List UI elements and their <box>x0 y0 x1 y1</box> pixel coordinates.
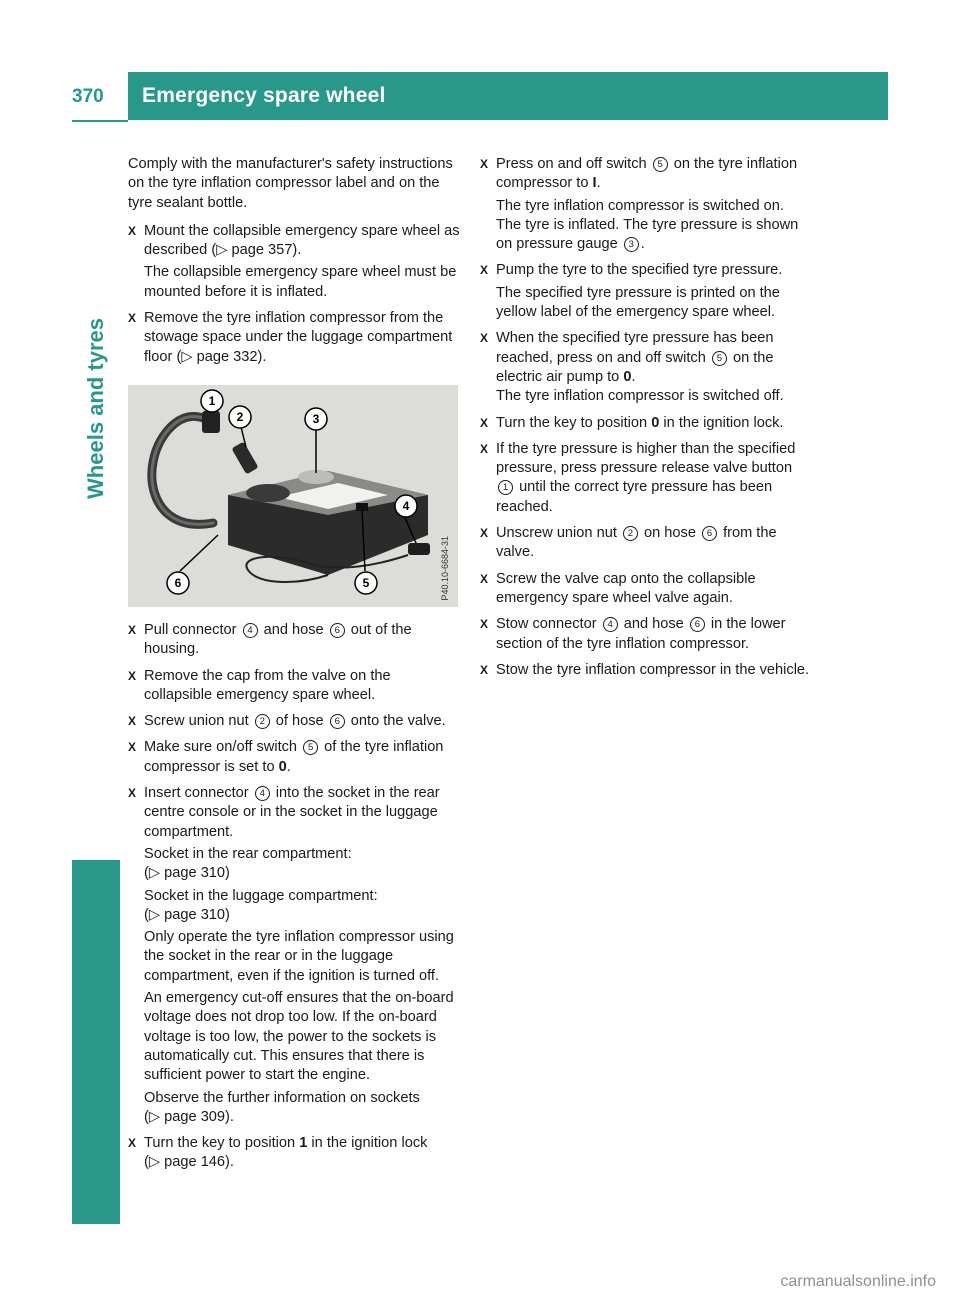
instruction-step: X Insert connector 4 into the socket in the rear centre console or in the socket in the luggage compartment. Socket in the rear compartment: (▷ page 310) Socket in the luggage compartment: (▷ page 310) Only operate the tyre inflation compressor using the socket in the rear or in the luggage compartment, even if the ignition is turned off. An emergency cut-off ensures that the on-board voltage does not drop too low. If the on-board voltage is too low, the power to the sockets is automatically cut. This ensures that there is sufficient power to start the engine. Observe the further information on sockets (▷ page 309). <box>128 784 460 1127</box>
step-arrow-icon: X <box>128 668 137 683</box>
callout-marker: 6 <box>690 617 705 632</box>
step-arrow-icon: X <box>128 714 137 729</box>
instruction-step: X Make sure on/off switch 5 of the tyre inflation compressor is set to 0. <box>128 739 444 775</box>
callout-marker: 6 <box>330 714 345 729</box>
tyre-compressor-illustration <box>128 385 458 607</box>
step-arrow-icon: X <box>480 662 489 677</box>
step-note: The tyre inflation compressor is switched on. The tyre is inflated. The tyre pressure is shown on pressure gauge 3 . <box>496 197 799 253</box>
instruction-step: X Pull connector 4 and hose 6 out of the housing. <box>128 621 412 658</box>
figure-callout-5: 5 <box>362 575 370 590</box>
instruction-step: X Mount the collapsible emergency spare wheel as described (▷ page 357). The collapsible emergency spare wheel must be mounted before it is inflated. <box>128 222 460 302</box>
header-rule <box>72 120 128 122</box>
instruction-step: X Pump the tyre to the specified tyre pressure. The specified tyre pressure is printed on the yellow label of the emergency spare wheel. <box>480 261 812 322</box>
compressor-figure <box>128 385 458 607</box>
page-reference-link[interactable]: page 309 <box>164 1108 226 1125</box>
page-reference-link[interactable]: page 310 <box>164 906 226 923</box>
instruction-step: X Screw union nut 2 of hose 6 onto the valve. <box>128 712 460 731</box>
step-note: Only operate the tyre inflation compressor using the socket in the rear or in the luggage compartment, even if the ignition is turned off. <box>144 929 454 984</box>
callout-marker: 2 <box>623 526 638 541</box>
step-note: Socket in the luggage compartment: (▷ page 310) <box>144 887 378 923</box>
step-arrow-icon: X <box>128 622 137 637</box>
instruction-step: X Turn the key to position 1 in the ignition lock (▷ page 146). <box>128 1135 428 1171</box>
step-arrow-icon: X <box>480 415 489 430</box>
step-arrow-icon: X <box>128 311 137 326</box>
callout-marker: 1 <box>498 480 513 495</box>
instruction-step: X Stow the tyre inflation compressor in the vehicle. <box>480 661 812 680</box>
page-ref-icon: ▷ <box>216 242 228 259</box>
left-column <box>128 155 460 1180</box>
instruction-step: X Remove the cap from the valve on the collapsible emergency spare wheel. <box>128 667 391 703</box>
page-reference-link[interactable]: page 310 <box>164 865 226 882</box>
figure-code: P40.10-6684-31 <box>439 536 450 601</box>
step-note: Observe the further information on sockets (▷ page 309). <box>144 1089 420 1125</box>
page-reference-link[interactable]: page 332 <box>196 348 258 365</box>
callout-marker: 3 <box>624 237 639 252</box>
instruction-step: X Turn the key to position 0 in the ignition lock. <box>480 414 812 433</box>
callout-marker: 4 <box>603 617 618 632</box>
instruction-step: X Press on and off switch 5 on the tyre inflation compressor to I. The tyre inflation compressor is switched on. The tyre is inflated. The tyre pressure is shown on pressure gauge 3 . <box>480 155 812 254</box>
callout-marker: 2 <box>255 714 270 729</box>
side-tab <box>72 318 120 818</box>
step-arrow-icon: X <box>480 571 489 586</box>
side-tab-label: Wheels and tyres <box>83 318 108 499</box>
page-ref-icon: ▷ <box>148 1108 161 1125</box>
page-number: 370 <box>72 86 104 107</box>
side-tab-block <box>72 860 120 1224</box>
instruction-step: X When the specified tyre pressure has been reached, press on and off switch 5 on the electric air pump to 0. The tyre inflation compressor is switched off. <box>480 330 784 405</box>
page-ref-icon: ▷ <box>148 865 161 882</box>
instruction-step: X Stow connector 4 and hose 6 in the lower section of the tyre inflation compressor. <box>480 616 786 652</box>
step-note: An emergency cut-off ensures that the on-board voltage does not drop too low. If the on-board voltage is too low, the power to the sockets is automatically cut. This ensures that there is sufficient power to start the engine. <box>144 990 454 1084</box>
page-reference-link[interactable]: page 357 <box>231 242 293 259</box>
instruction-step: X Unscrew union nut 2 on hose 6 from the valve. <box>480 525 777 561</box>
page-ref-icon: ▷ <box>181 348 193 365</box>
instruction-step: X Screw the valve cap onto the collapsible emergency spare wheel valve again. <box>480 570 756 606</box>
step-arrow-icon: X <box>128 223 137 238</box>
callout-marker: 6 <box>330 623 345 638</box>
figure-callout-1: 1 <box>208 393 216 408</box>
page-ref-icon: ▷ <box>148 906 161 923</box>
step-arrow-icon: X <box>480 441 489 456</box>
figure-callout-6: 6 <box>174 575 182 590</box>
step-arrow-icon: X <box>480 617 489 632</box>
watermark: carmanualsonline.info <box>780 1273 936 1290</box>
step-arrow-icon: X <box>128 1136 137 1151</box>
figure-callout-3: 3 <box>312 411 320 426</box>
step-note: The specified tyre pressure is printed on the yellow label of the emergency spare wheel. <box>496 284 780 321</box>
instruction-step: X Remove the tyre inflation compressor from the stowage space under the luggage compartment floor (▷ page 332). <box>128 310 453 365</box>
page-title: Emergency spare wheel <box>142 84 386 107</box>
page-reference-link[interactable]: page 146 <box>164 1154 226 1171</box>
figure-callout-4: 4 <box>402 498 410 513</box>
instruction-step: X If the tyre pressure is higher than the specified pressure, press pressure release valve button 1 until the correct tyre pressure has been reached. <box>480 440 796 515</box>
callout-marker: 4 <box>255 786 270 801</box>
step-arrow-icon: X <box>128 786 137 801</box>
page-ref-icon: ▷ <box>148 1154 161 1171</box>
step-note: Socket in the rear compartment: (▷ page 310) <box>144 845 352 882</box>
step-arrow-icon: X <box>480 157 489 171</box>
step-arrow-icon: X <box>128 740 137 755</box>
intro-paragraph: Comply with the manufacturer's safety instructions on the tyre inflation compressor label and on the tyre sealant bottle. <box>128 156 453 211</box>
right-column <box>480 155 812 687</box>
step-arrow-icon: X <box>480 331 489 346</box>
figure-callout-2: 2 <box>236 409 244 424</box>
step-arrow-icon: X <box>480 263 489 278</box>
callout-marker: 5 <box>653 157 668 172</box>
callout-marker: 5 <box>712 351 727 366</box>
step-note: The collapsible emergency spare wheel must be mounted before it is inflated. <box>144 264 457 300</box>
callout-marker: 4 <box>243 623 258 638</box>
callout-marker: 5 <box>303 740 318 755</box>
callout-marker: 6 <box>702 526 717 541</box>
step-arrow-icon: X <box>480 526 489 541</box>
step-note: The tyre inflation compressor is switched off. <box>496 388 784 405</box>
